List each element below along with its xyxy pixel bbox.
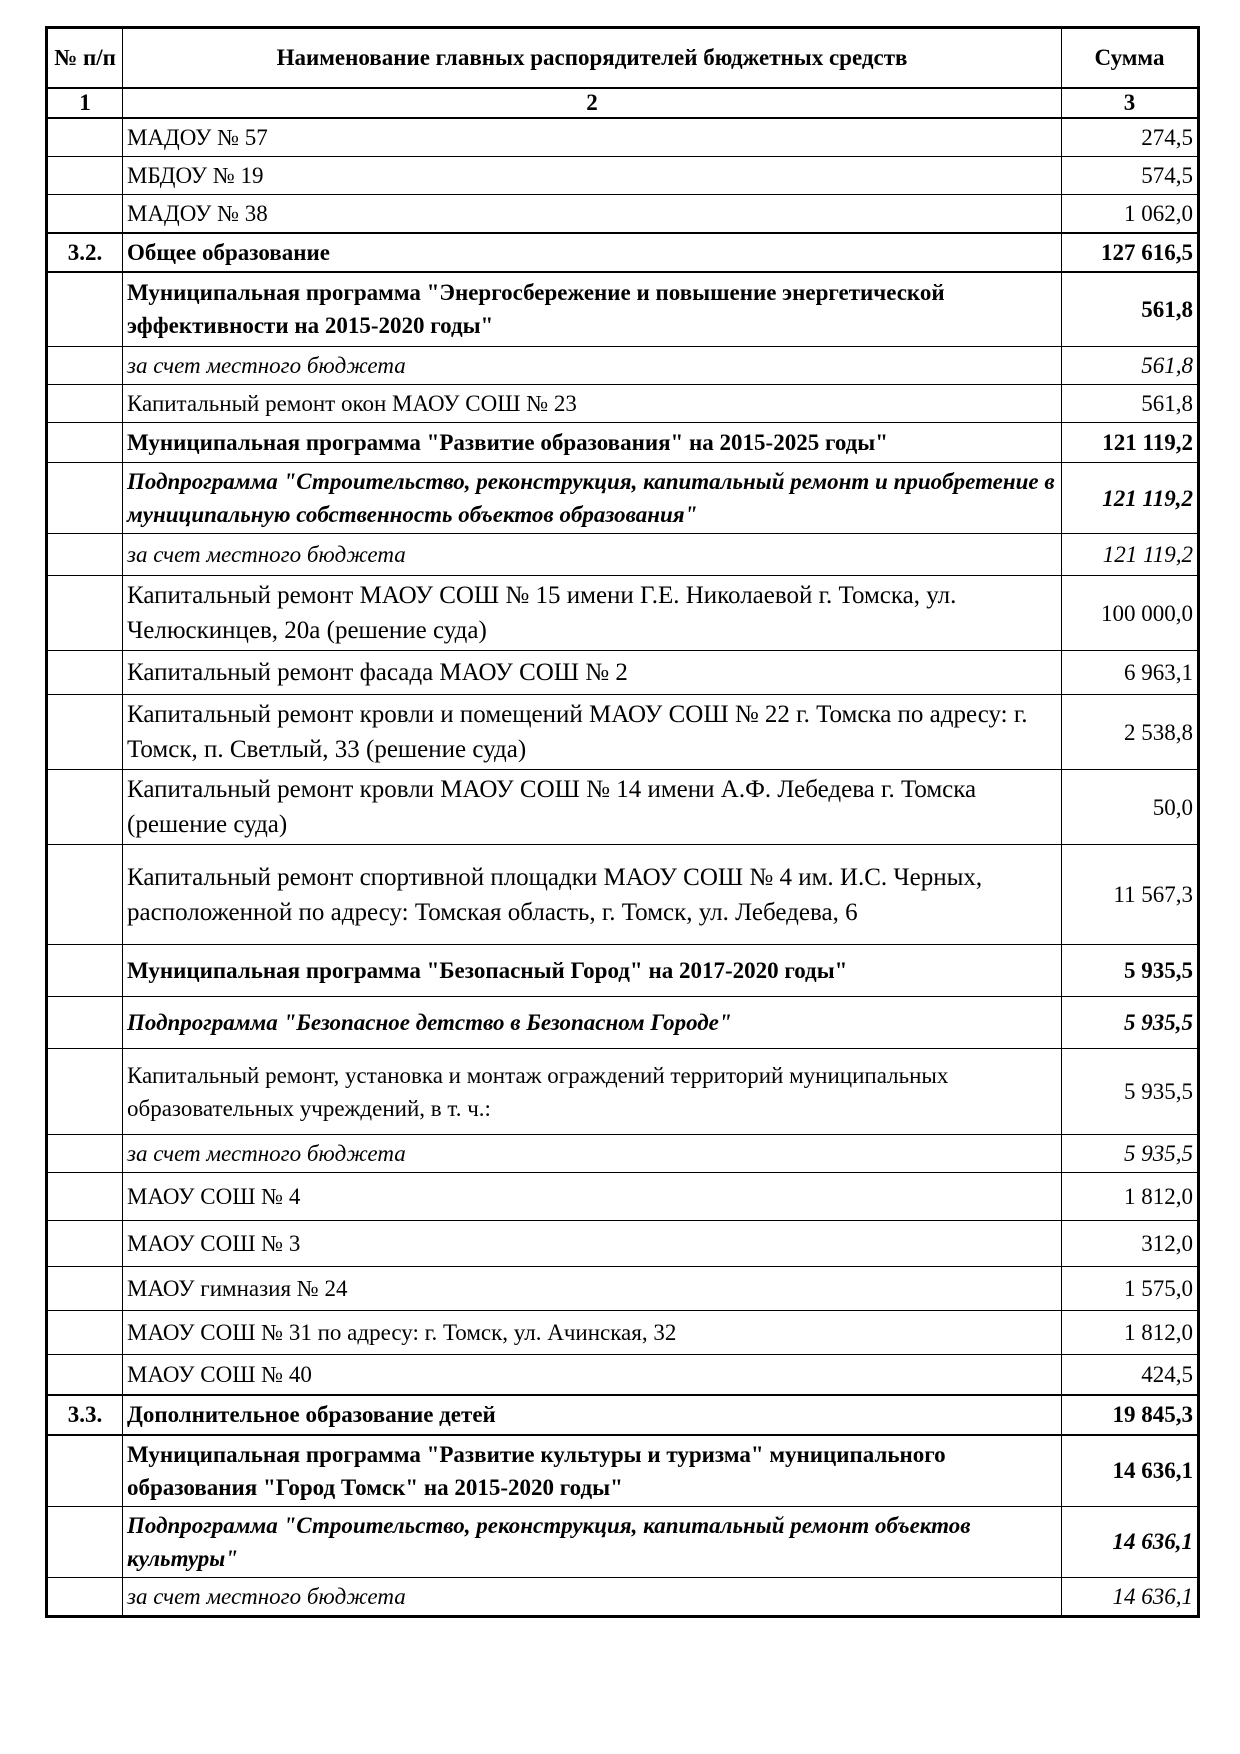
table-row: [47, 463, 1199, 534]
row-number: 3.2.: [47, 233, 123, 272]
row-sum: 1 062,0: [1062, 194, 1199, 233]
row-number: [47, 1135, 123, 1173]
row-name: Капитальный ремонт фасада МАОУ СОШ № 2: [123, 651, 1062, 695]
row-sum: 14 636,1: [1062, 1435, 1199, 1507]
table-row: [47, 695, 1199, 770]
table-row: [47, 118, 1199, 157]
table-row: [47, 194, 1199, 233]
row-sum: 121 119,2: [1062, 463, 1199, 534]
row-number: [47, 1173, 123, 1221]
row-sum: 14 636,1: [1062, 1506, 1199, 1577]
row-name: МАДОУ № 38: [123, 194, 1062, 233]
row-number: [47, 770, 123, 845]
row-number: [47, 423, 123, 463]
column-number-row: [47, 88, 1199, 118]
row-name: Муниципальная программа "Развитие культуры и туризма" муниципального образования "Город Томск" на 2015-2020 годы": [123, 1435, 1062, 1507]
table-row: [47, 1267, 1199, 1311]
row-number: [47, 997, 123, 1049]
table-row: [47, 1506, 1199, 1577]
row-number: [47, 1577, 123, 1616]
table-row: [47, 997, 1199, 1049]
row-sum: 6 963,1: [1062, 651, 1199, 695]
row-number: [47, 118, 123, 157]
row-sum: 5 935,5: [1062, 1135, 1199, 1173]
row-name: МАОУ СОШ № 31 по адресу: г. Томск, ул. Ачинская, 32: [123, 1311, 1062, 1355]
table-row: [47, 1395, 1199, 1435]
row-number: [47, 1355, 123, 1395]
table-row: [47, 945, 1199, 997]
row-name: Капитальный ремонт, установка и монтаж ограждений территорий муниципальных образовательных учреждений, в т. ч.:: [123, 1049, 1062, 1135]
row-sum: 14 636,1: [1062, 1577, 1199, 1616]
row-number: [47, 385, 123, 423]
row-sum: 2 538,8: [1062, 695, 1199, 770]
row-sum: 561,8: [1062, 385, 1199, 423]
table-row: [47, 1311, 1199, 1355]
row-number: [47, 576, 123, 651]
table-row: [47, 534, 1199, 576]
row-sum: 121 119,2: [1062, 534, 1199, 576]
table-row: [47, 385, 1199, 423]
row-name: Подпрограмма "Безопасное детство в Безопасном Городе": [123, 997, 1062, 1049]
budget-table: [45, 26, 1200, 1618]
row-name: МАОУ СОШ № 4: [123, 1173, 1062, 1221]
row-name: Капитальный ремонт кровли и помещений МАОУ СОШ № 22 г. Томска по адресу: г. Томск, п. Светлый, 33 (решение суда): [123, 695, 1062, 770]
row-sum: 561,8: [1062, 272, 1199, 347]
row-number: [47, 651, 123, 695]
header-sum: Сумма: [1062, 28, 1199, 88]
row-name: за счет местного бюджета: [123, 347, 1062, 385]
row-sum: 11 567,3: [1062, 845, 1199, 945]
row-number: [47, 534, 123, 576]
row-sum: 312,0: [1062, 1221, 1199, 1267]
column-number-1: 1: [47, 88, 123, 118]
row-sum: 5 935,5: [1062, 945, 1199, 997]
header-number: № п/п: [47, 28, 123, 88]
row-number: [47, 463, 123, 534]
row-sum: 1 575,0: [1062, 1267, 1199, 1311]
table-row: [47, 1221, 1199, 1267]
column-number-2: 2: [123, 88, 1062, 118]
table-row: [47, 423, 1199, 463]
row-sum: 561,8: [1062, 347, 1199, 385]
row-number: 3.3.: [47, 1395, 123, 1435]
row-name: МАОУ СОШ № 3: [123, 1221, 1062, 1267]
row-number: [47, 156, 123, 194]
column-number-3: 3: [1062, 88, 1199, 118]
table-header-row: [47, 28, 1199, 88]
row-sum: 50,0: [1062, 770, 1199, 845]
row-number: [47, 1506, 123, 1577]
row-name: МАДОУ № 57: [123, 118, 1062, 157]
row-sum: 5 935,5: [1062, 997, 1199, 1049]
row-sum: 19 845,3: [1062, 1395, 1199, 1435]
table-row: [47, 1049, 1199, 1135]
header-name: Наименование главных распорядителей бюджетных средств: [123, 28, 1062, 88]
table-row: [47, 845, 1199, 945]
row-sum: 121 119,2: [1062, 423, 1199, 463]
row-name: Капитальный ремонт окон МАОУ СОШ № 23: [123, 385, 1062, 423]
row-name: Капитальный ремонт спортивной площадки МАОУ СОШ № 4 им. И.С. Черных, расположенной по адресу: Томская область, г. Томск, ул. Лебедева, 6: [123, 845, 1062, 945]
row-number: [47, 845, 123, 945]
table-row: [47, 1355, 1199, 1395]
row-number: [47, 695, 123, 770]
row-number: [47, 347, 123, 385]
row-name: МАОУ СОШ № 40: [123, 1355, 1062, 1395]
row-name: МАОУ гимназия № 24: [123, 1267, 1062, 1311]
row-number: [47, 1311, 123, 1355]
table-row: [47, 272, 1199, 347]
row-number: [47, 1049, 123, 1135]
row-name: Дополнительное образование детей: [123, 1395, 1062, 1435]
row-sum: 5 935,5: [1062, 1049, 1199, 1135]
row-number: [47, 272, 123, 347]
table-row: [47, 770, 1199, 845]
row-number: [47, 1221, 123, 1267]
row-name: Капитальный ремонт МАОУ СОШ № 15 имени Г.Е. Николаевой г. Томска, ул. Челюскинцев, 20а (решение суда): [123, 576, 1062, 651]
table-row: [47, 1135, 1199, 1173]
table-row: [47, 1173, 1199, 1221]
row-name: МБДОУ № 19: [123, 156, 1062, 194]
row-number: [47, 194, 123, 233]
row-name: Общее образование: [123, 233, 1062, 272]
row-name: Капитальный ремонт кровли МАОУ СОШ № 14 имени А.Ф. Лебедева г. Томска (решение суда): [123, 770, 1062, 845]
row-sum: 574,5: [1062, 156, 1199, 194]
table-row: [47, 233, 1199, 272]
row-number: [47, 1435, 123, 1507]
table-row: [47, 347, 1199, 385]
table-row: [47, 156, 1199, 194]
row-sum: 1 812,0: [1062, 1311, 1199, 1355]
table-row: [47, 1577, 1199, 1616]
row-name: за счет местного бюджета: [123, 1135, 1062, 1173]
row-number: [47, 1267, 123, 1311]
row-sum: 127 616,5: [1062, 233, 1199, 272]
row-name: Муниципальная программа "Энергосбережение и повышение энергетической эффективности на 2015-2020 годы": [123, 272, 1062, 347]
row-name: Подпрограмма "Строительство, реконструкция, капитальный ремонт и приобретение в муниципальную собственность объектов образования": [123, 463, 1062, 534]
row-sum: 424,5: [1062, 1355, 1199, 1395]
row-name: Подпрограмма "Строительство, реконструкция, капитальный ремонт объектов культуры": [123, 1506, 1062, 1577]
row-name: Муниципальная программа "Развитие образования" на 2015-2025 годы": [123, 423, 1062, 463]
table-row: [47, 1435, 1199, 1507]
row-name: за счет местного бюджета: [123, 1577, 1062, 1616]
row-name: Муниципальная программа "Безопасный Город" на 2017-2020 годы": [123, 945, 1062, 997]
row-sum: 100 000,0: [1062, 576, 1199, 651]
row-sum: 1 812,0: [1062, 1173, 1199, 1221]
row-name: за счет местного бюджета: [123, 534, 1062, 576]
table-row: [47, 651, 1199, 695]
row-sum: 274,5: [1062, 118, 1199, 157]
table-row: [47, 576, 1199, 651]
budget-table-body: [47, 28, 1199, 1617]
row-number: [47, 945, 123, 997]
